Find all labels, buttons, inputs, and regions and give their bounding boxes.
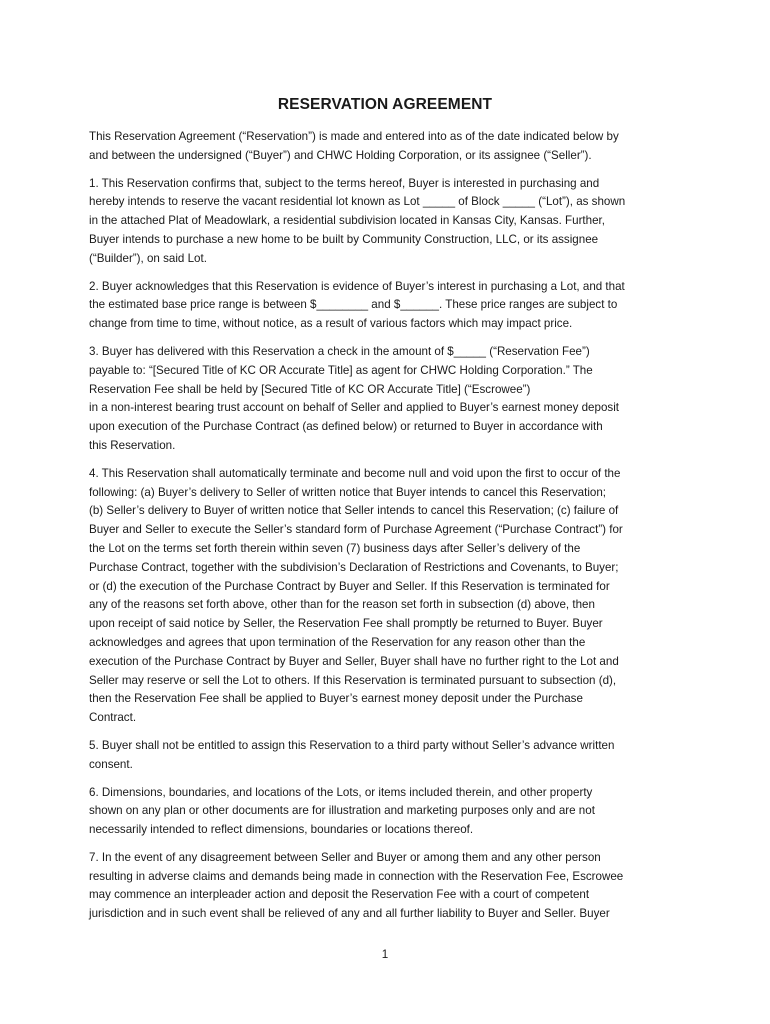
paragraph-7: 7. In the event of any disagreement between Seller and Buyer or among them and any other person resulting in adverse claims and demands being made in connection with the Reservation Fee, Escrowee may commence an interpleader action and deposit the Reservation Fee with a court of competent jurisdiction and in such event shall be relieved of any and all further liability to Buyer and Seller. Buyer bbox=[89, 850, 624, 921]
document-title: RESERVATION AGREEMENT bbox=[277, 96, 493, 113]
document-body bbox=[89, 128, 689, 933]
paragraph-5: 5. Buyer shall not be entitled to assign this Reservation to a third party without Seller’s advance written consent. bbox=[89, 738, 615, 771]
page-number: 1 bbox=[381, 948, 389, 961]
paragraph-3: 3. Buyer has delivered with this Reservation a check in the amount of $_____ (“Reservation Fee”) payable to: “[Secured Title of KC OR Accurate Title] as agent for CHWC Holding Corporation.” The Reservation Fee shall be held by [Secured Title of KC OR Accurate Title] (“Escrowee”) in a non-interest bearing trust account on behalf of Seller and applied to Buyer’s earnest money deposit upon execution of the Purchase Contract (as defined below) or returned to Buyer in accordance with this Reservation. bbox=[89, 344, 619, 452]
paragraph-6: 6. Dimensions, boundaries, and locations of the Lots, or items included therein, and other property shown on any plan or other documents are for illustration and marketing purposes only and are not necessarily intended to reflect dimensions, boundaries or locations thereof. bbox=[89, 785, 595, 837]
paragraph-intro: This Reservation Agreement (“Reservation”) is made and entered into as of the date indicated below by and between the undersigned (“Buyer”) and CHWC Holding Corporation, or its assignee (“Seller”). bbox=[89, 130, 619, 162]
paragraph-4: 4. This Reservation shall automatically terminate and become null and void upon the first to occur of the following: (a) Buyer’s delivery to Seller of written notice that Buyer intends to cancel this Reservation; (b) Seller’s delivery to Buyer of written notice that Seller intends to cancel this Reservation; (c) failure of Buyer and Seller to execute the Seller’s standard form of Purchase Agreement (“Purchase Contract”) for the Lot on the terms set forth therein within seven (7) business days after Seller’s delivery of the Purchase Contract, together with the subdivision’s Declaration of Restrictions and Covenants, to Buyer; or (d) the execution of the Purchase Contract by Buyer and Seller. If this Reservation is terminated for any of the reasons set forth above, other than for the reason set forth in subsection (d) above, then upon receipt of said notice by Seller, the Reservation Fee shall promptly be returned to Buyer. Buyer acknowledges and agrees that upon termination of the Reservation for any reason other than the execution of the Purchase Contract by Buyer and Seller, Buyer shall have no further right to the Lot and Seller may reserve or sell the Lot to others. If this Reservation is terminated pursuant to subsection (d), then the Reservation Fee shall be applied to Buyer’s earnest money deposit under the Purchase Contract. bbox=[89, 466, 623, 725]
paragraph-2: 2. Buyer acknowledges that this Reservation is evidence of Buyer’s interest in purchasing a Lot, and that the estimated base price range is between $________ and $______. These price ranges are subject to change from time to time, without notice, as a result of various factors which may impact price. bbox=[89, 279, 625, 331]
paragraph-1: 1. This Reservation confirms that, subject to the terms hereof, Buyer is interested in purchasing and hereby intends to reserve the vacant residential lot known as Lot _____ of Block _____ (“Lot”), as shown in the attached Plat of Meadowlark, a residential subdivision located in Kansas City, Kansas. Further, Buyer intends to purchase a new home to be built by Community Construction, LLC, or its assignee (“Builder”), on said Lot. bbox=[89, 176, 626, 265]
